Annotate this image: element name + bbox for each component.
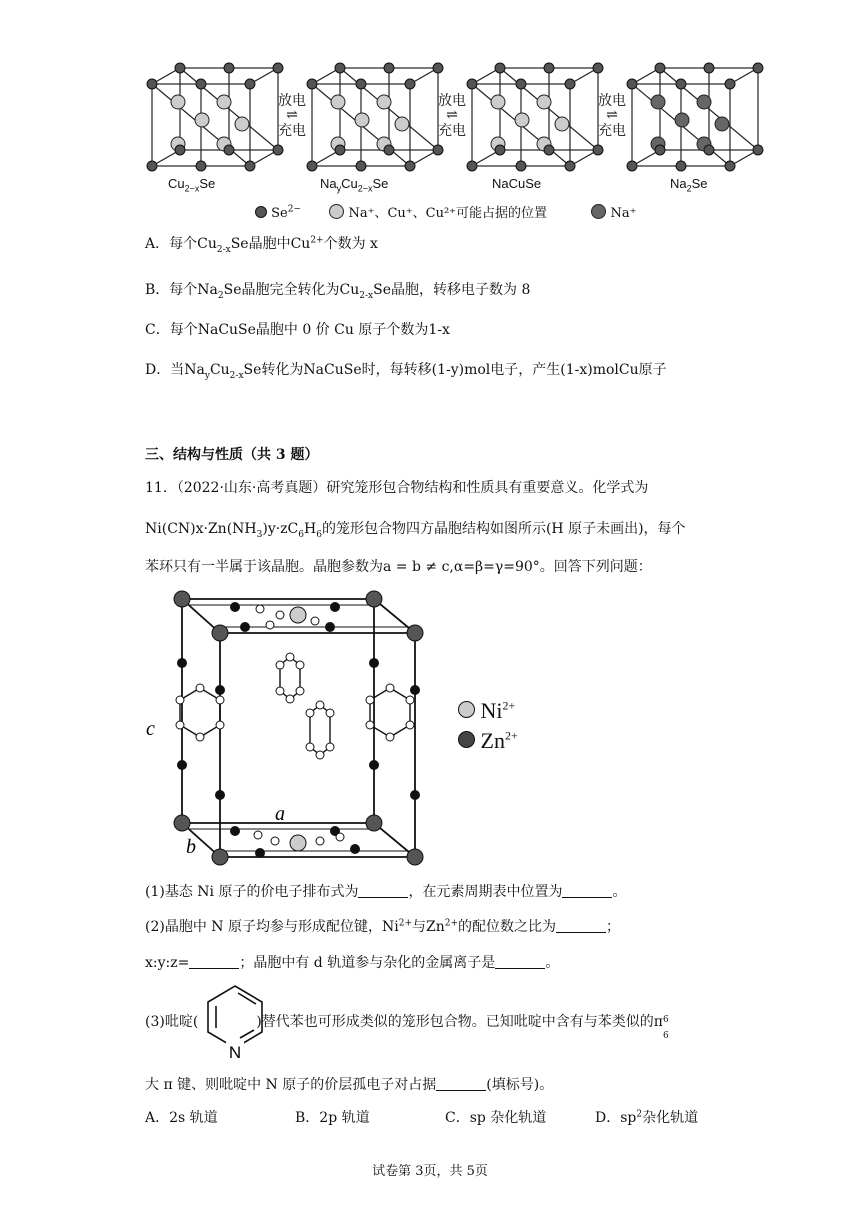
q11-option-d[interactable]: D．$sp^2$杂化轨道 (595, 1109, 699, 1126)
pyridine-n-label: N (228, 1043, 242, 1062)
answer-blank[interactable] (436, 1076, 486, 1091)
arrow-top-label: 放电 (278, 93, 306, 109)
arrow-discharge-charge-3 (582, 90, 642, 140)
option-c: C．每个NaCuSe晶胞中 0 价 Cu 原子个数为1-x (145, 322, 450, 338)
arrow-top-label: 放电 (438, 93, 466, 109)
caption-cu2-xse: $Cu_{2-x}Se$ (168, 176, 216, 194)
page-footer: 试卷第 3页，共 5页 (372, 1164, 488, 1179)
option-d: D．当$Na_yCu_{2-x}Se$转化为NaCuSe时，每转移(1-y)mol电子，产生(1-x)molCu原子 (145, 362, 667, 381)
option-a: A．每个$Cu_{2-x}Se$晶胞中$Cu^{2+}$个数为 x (145, 235, 378, 255)
answer-blank[interactable] (556, 918, 606, 933)
q11-formula-line: $Ni(CN)x\cdot Zn(NH_3)y\cdot zC_6H_6$的笼形包合物四方晶胞结构如图所示(H 原子未画出)，每个 (145, 521, 686, 540)
q11-part3: (3)吡啶( )替代苯也可形成类似的笼形包合物。已知吡啶中含有与苯类似的π 6 6 (145, 1014, 669, 1041)
clathrate-unit-cell-diagram (140, 585, 440, 870)
q11-part2b: x:y:z= ；晶胞中有 d 轨道参与杂化的金属离子是 。 (145, 955, 560, 971)
zn-legend: $Zn^{2+}$ (458, 728, 518, 754)
light-dot-icon (329, 204, 344, 219)
axis-b-label: b (186, 836, 196, 858)
double-arrow-icon: ⇌ (606, 107, 618, 123)
arrow-bottom-label: 充电 (438, 123, 466, 139)
q11-option-a[interactable]: A．2s 轨道 (145, 1110, 218, 1126)
arrow-bottom-label: 充电 (278, 123, 306, 139)
caption-naycu2-xse: $Na_yCu_{2-x}Se$ (320, 176, 389, 194)
caption-na2se: $Na_2Se$ (670, 176, 708, 194)
axis-c-label: c (146, 718, 155, 740)
dark-dot-icon (591, 204, 606, 219)
q11-part3b: 大 π 键、则吡啶中 N 原子的价层孤电子对占据 (填标号)。 (145, 1077, 554, 1093)
arrow-discharge-charge-1 (262, 90, 322, 140)
arrow-discharge-charge-2 (422, 90, 482, 140)
caption-nacuse: NaCuSe (492, 176, 542, 191)
q11-option-c[interactable]: C．sp 杂化轨道 (445, 1110, 547, 1126)
axis-a-label: a (275, 803, 285, 825)
se-dot-icon (255, 206, 267, 218)
option-b: B．每个$Na_2Se$晶胞完全转化为$Cu_{2-x}Se$晶胞，转移电子数为 8 (145, 282, 531, 301)
arrow-top-label: 放电 (598, 93, 626, 109)
ni-dot-icon (458, 701, 475, 718)
q11-line3: 苯环只有一半属于该晶胞。晶胞参数为a = b ≠ c,α=β=γ=90°。回答下列问题： (145, 559, 652, 575)
answer-blank[interactable] (562, 883, 612, 898)
q11-part1: (1)基态 Ni 原子的价电子排布式为 ，在元素周期表中位置为 。 (145, 884, 627, 900)
cell-na2se (620, 62, 770, 172)
double-arrow-icon: ⇌ (286, 107, 298, 123)
answer-blank[interactable] (358, 883, 408, 898)
q11-part2: (2)晶胞中 N 原子均参与形成配位键，$Ni^{2+}$与$Zn^{2+}$的配位数之比为 ； (145, 918, 621, 935)
q11-option-b[interactable]: B．2p 轨道 (295, 1110, 370, 1126)
ni-legend: $Ni^{2+}$ (458, 698, 515, 724)
section-title: 三、结构与性质（共 3 题） (145, 447, 319, 463)
arrow-bottom-label: 充电 (598, 123, 626, 139)
pyridine-structure (202, 980, 268, 1062)
answer-blank[interactable] (189, 954, 239, 969)
zn-dot-icon (458, 731, 475, 748)
figure-legend: $Se^{2-}$ Na⁺、Cu⁺、Cu²⁺可能占据的位置 Na⁺ (255, 202, 636, 221)
answer-blank[interactable] (495, 954, 545, 969)
q11-intro: 11．（2022·山东·高考真题）研究笼形包合物结构和性质具有重要意义。化学式为 (145, 480, 649, 496)
double-arrow-icon: ⇌ (446, 107, 458, 123)
